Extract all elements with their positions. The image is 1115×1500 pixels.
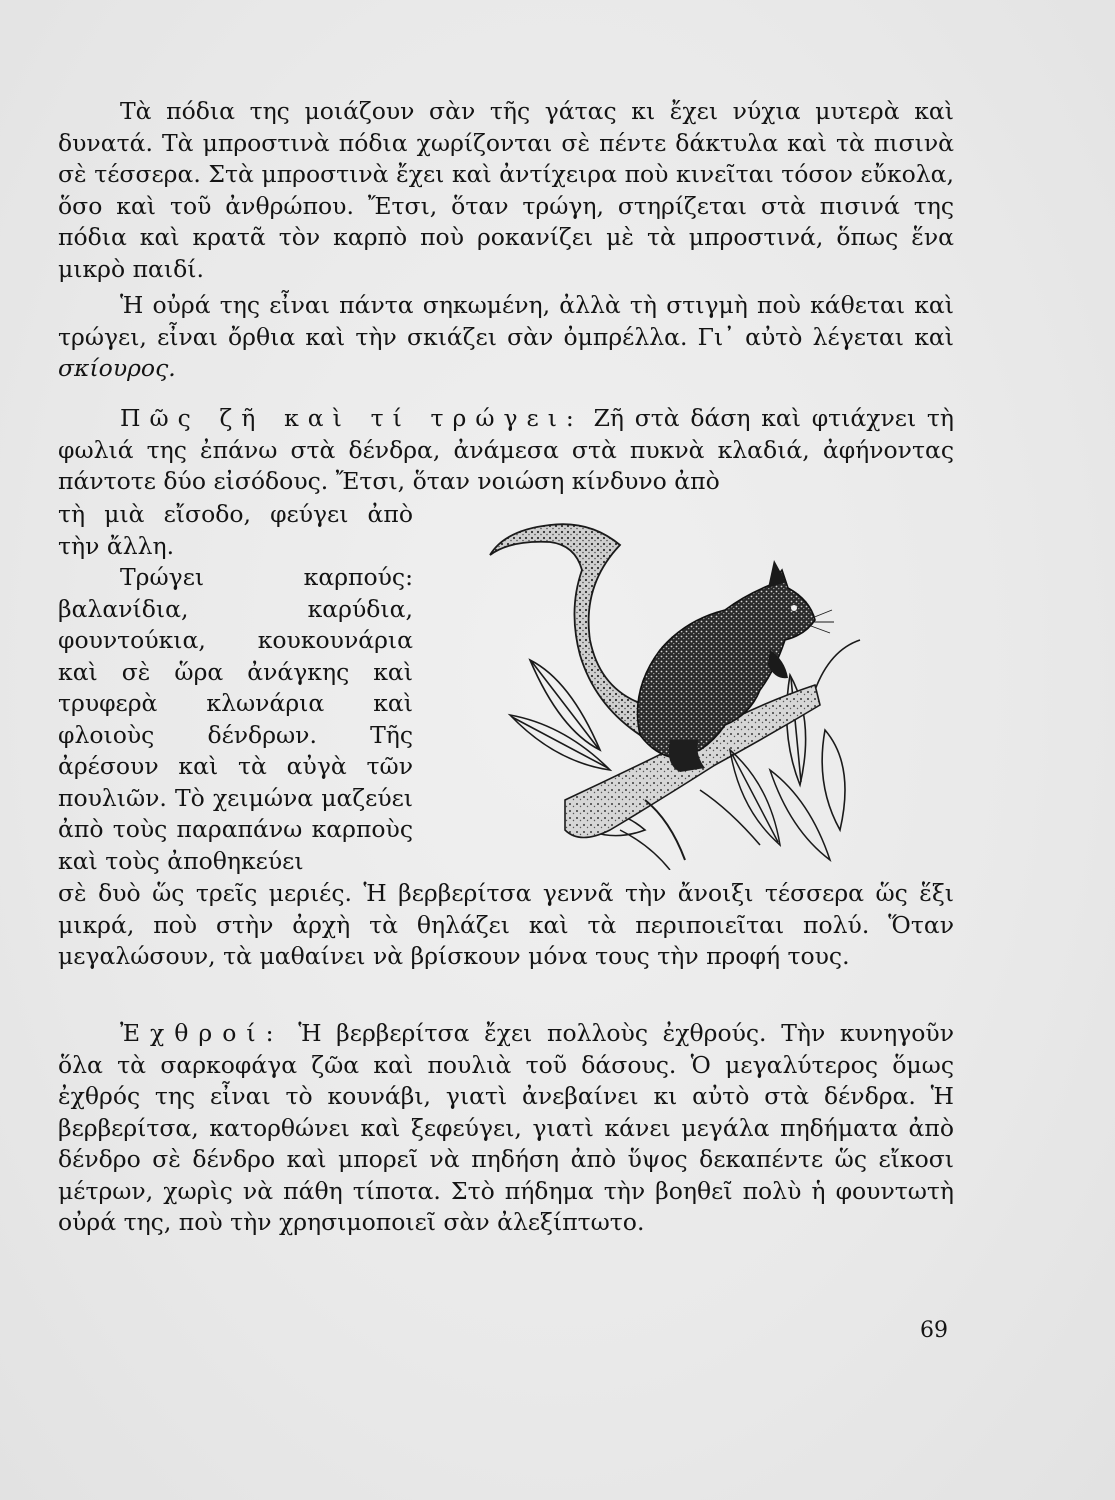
squirrel-illustration: [470, 500, 870, 870]
page-number: 69: [920, 1318, 948, 1343]
squirrel-tail: [490, 524, 645, 735]
wrapped-text-column: [58, 499, 413, 877]
habitat-wrap-text: τὴ μιὰ εἴσοδο, φεύγει ἀπὸ τὴν ἄλλη.: [58, 500, 413, 560]
habitat-text: Ζῆ στὰ δάση καὶ φτιάχνει τὴ φωλιά της ἐπάνω στὰ δένδρα, ἀνάμεσα στὰ πυκνὰ κλαδιά, ἀφήνοντας πάντοτε δύο εἰσόδους. Ἔτσι, ὅταν νοιώση κίνδυνο ἀπὸ: [58, 404, 954, 495]
paragraph-tail: [58, 290, 954, 385]
squirrel-eye: [791, 605, 797, 611]
tail-text: Ἡ οὐρά της εἶναι πάντα σηκωμένη, ἀλλὰ τὴ στιγμὴ ποὺ κάθεται καὶ τρώγει, εἶναι ὄρθια καὶ τὴν σκιάζει σὰν ὀμπρέλλα. Γι᾽ αὐτὸ λέγεται καὶ: [58, 291, 954, 351]
section-heading-enemies: Ἐχθροί:: [120, 1019, 284, 1047]
paragraph-feet: Τὰ πόδια της μοιάζουν σὰν τῆς γάτας κι ἔχει νύχια μυτερὰ καὶ δυνατά. Τὰ μπροστινὰ πόδια χωρίζονται σὲ πέντε δάκτυλα καὶ τὰ πισινὰ σὲ τέσσερα. Στὰ μπροστινὰ ἔχει καὶ ἀντίχειρα ποὺ κινεῖται τόσον εὔκολα, ὅσο καὶ τοῦ ἀνθρώπου. Ἔτσι, ὅταν τρώγη, στηρίζεται στὰ πισινά της πόδια καὶ κρατᾶ τὸν καρπὸ ποὺ ροκανίζει μὲ τὰ μπροστινά, ὅπως ἕνα μικρὸ παιδί.: [58, 97, 954, 283]
diet-text: Τρώγει καρπούς: βαλανίδια, καρύδια, φουντούκια, κουκουνάρια καὶ σὲ ὥρα ἀνάγκης καὶ τρυφερὰ κλωνάρια καὶ φλοιοὺς δένδρων. Τῆς ἀρέσουν καὶ τὰ αὐγὰ τῶν πουλιῶν. Τὸ χειμώνα μαζεύει ἀπὸ τοὺς παραπάνω καρποὺς καὶ τοὺς ἀποθηκεύει: [58, 563, 413, 875]
paragraph-habitat: [58, 403, 954, 498]
term-skiouros: σκίουρος.: [58, 354, 176, 382]
paragraph-offspring: σὲ δυὸ ὥς τρεῖς μεριές. Ἡ βερβερίτσα γεννᾶ τὴν ἄνοιξι τέσσερα ὥς ἕξι μικρά, ποὺ στὴν ἀρχὴ τὰ θηλάζει καὶ τὰ περιποιεῖται πολύ. Ὅταν μεγαλώσουν, τὰ μαθαίνει νὰ βρίσκουν μόνα τους τὴν προφή τους.: [58, 879, 954, 970]
section-heading-habitat: Πῶς ζῆ καὶ τί τρώγει:: [120, 404, 583, 432]
enemies-text: Ἡ βερβερίτσα ἔχει πολλοὺς ἐχθρούς. Τὴν κυνηγοῦν ὅλα τὰ σαρκοφάγα ζῶα καὶ πουλιὰ τοῦ δάσους. Ὁ μεγαλύτερος ὅμως ἐχθρός της εἶναι τὸ κουνάβι, γιατὶ ἀνεβαίνει κι αὐτὸ στὰ δένδρα. Ἡ βερβερίτσα, κατορθώνει καὶ ξεφεύγει, γιατὶ κάνει μεγάλα πηδήματα ἀπὸ δένδρο σὲ δένδρο καὶ μπορεῖ νὰ πηδήση ἀπὸ ὕψος δεκαπέντε ὥς εἴκοσι μέτρων, χωρὶς νὰ πάθη τίποτα. Στὸ πήδημα τὴν βοηθεῖ πολὺ ἡ φουντωτὴ οὐρά της, ποὺ τὴν χρησιμοποιεῖ σὰν ἀλεξίπτωτο.: [58, 1019, 954, 1236]
paragraph-enemies: [58, 1018, 954, 1239]
